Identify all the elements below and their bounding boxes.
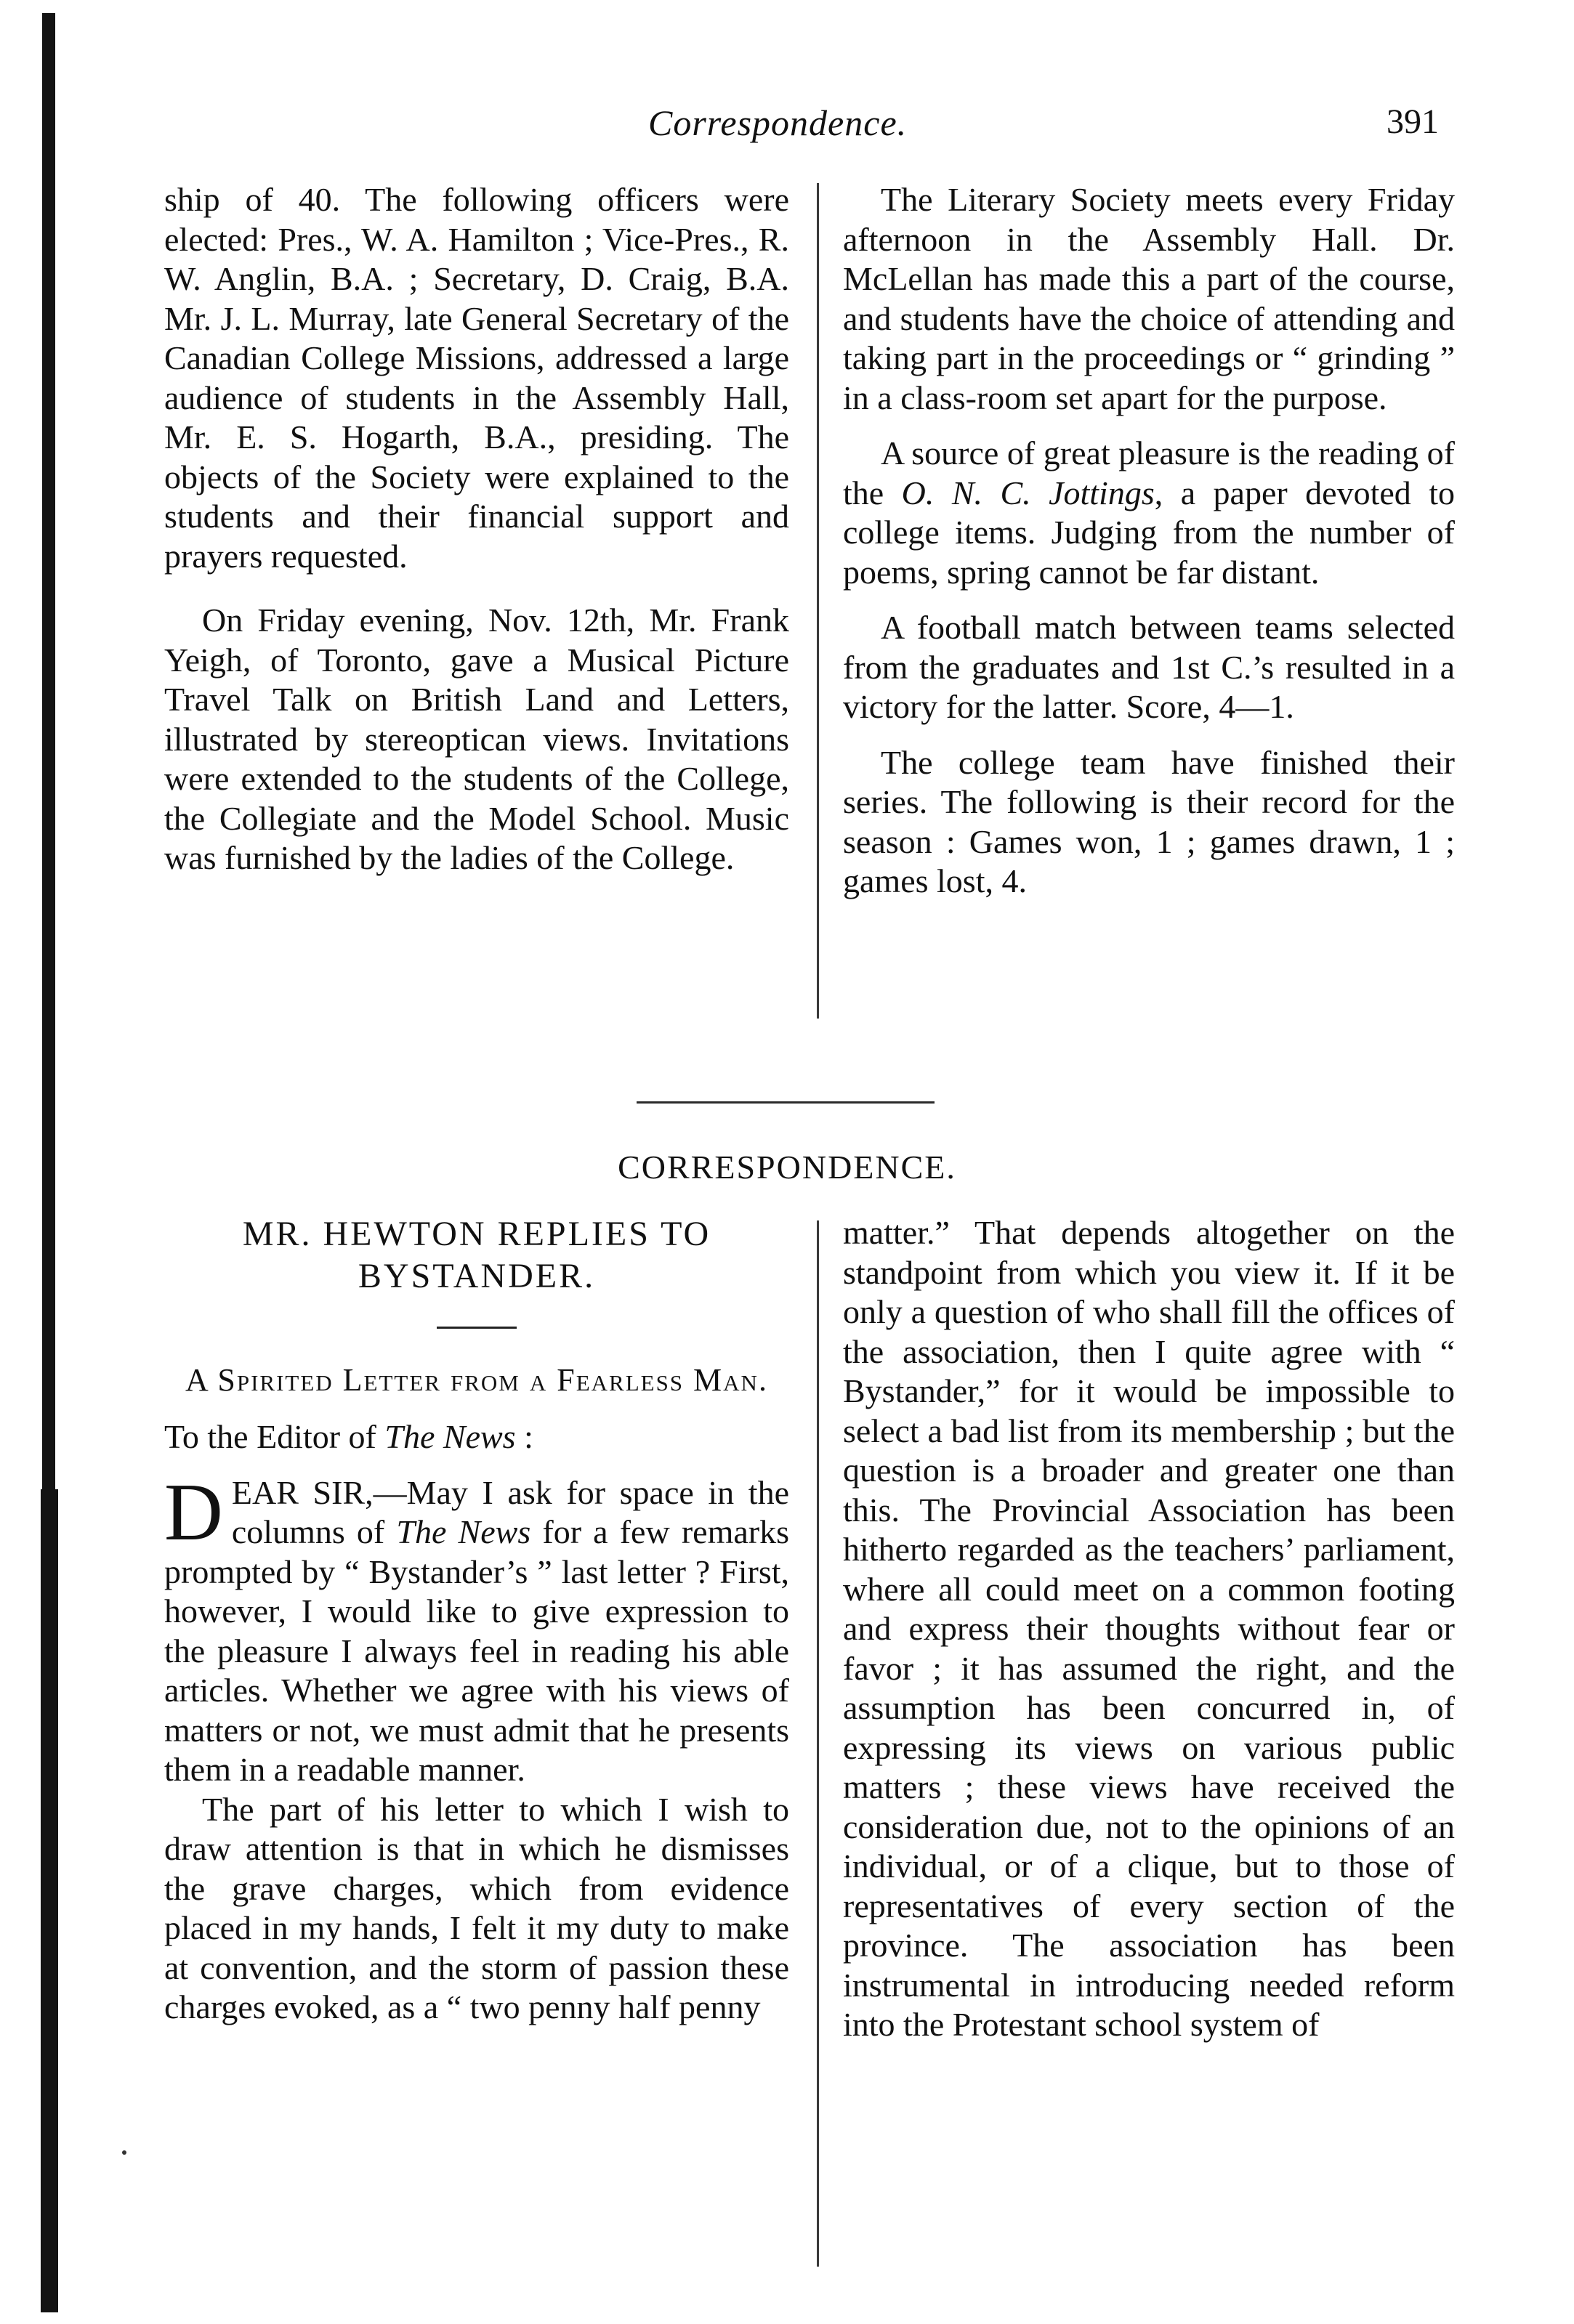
binding-edge-lower xyxy=(41,1489,58,2312)
paragraph: On Friday evening, Nov. 12th, Mr. Frank Yeigh, of Toronto, gave a Musical Picture Travel Talk on British Land and Letters, illustrated by stereoptican views. Invitations were extended to the students of the College, the Collegiate and the Model School. Music was furnished by the ladies of the College. xyxy=(164,602,789,876)
paragraph: The Literary Society meets every Friday afternoon in the Assembly Hall. Dr. McLellan has made this a part of the course, and students have the choice of attending and taking part in the proceedings or “ grinding ” in a class-room set apart for the purpose. xyxy=(843,181,1455,416)
page-number: 391 xyxy=(1387,102,1439,141)
paragraph: The part of his letter to which I wish to draw attention is that in which he dismisses the grave charges, which from evidence placed in my hands, I felt it my duty to make at convention, and the storm of passion these charges evoked, as a “ two penny half penny xyxy=(164,1790,789,2025)
text-run: To the Editor of xyxy=(164,1418,385,1455)
paragraph xyxy=(843,434,1455,592)
newspaper-name: The News xyxy=(384,1418,516,1455)
paragraph xyxy=(164,1467,789,1790)
column-divider xyxy=(817,1220,819,2267)
paragraph: A football match between teams selected from the graduates and 1st C.’s resulted in a victory for the latter. Score, 4—1. xyxy=(843,609,1455,725)
paragraph: The college team have finished their series. The following is their record for the season : Games won, 1 ; games drawn, 1 ; games lost, 4. xyxy=(843,743,1455,899)
drop-cap: D xyxy=(164,1467,223,1558)
paragraph: ship of 40. The following officers were elected: Pres., W. A. Hamilton ; Vice-Pres., R. W. Anglin, B.A. ; Secretary, D. Craig, B.A. Mr. J. L. Murray, late General Secretary of the Canadian College Missions, addressed a large audience of students in the Assembly Hall, Mr. E. S. Hogarth, B.A., presiding. The objects of the Society were explained to the students and their financial support and prayers requested. xyxy=(164,181,789,575)
article-title: MR. HEWTON REPLIES TO BYSTANDER. xyxy=(242,1215,711,1295)
paragraph: matter.” That depends altogether on the standpoint from which you view it. If it be only a question of who shall fill the offices of the association, then I quite agree with “ Bystander,” for it would be impossible to select a bad list from its membership ; but the question is a broader and greater one than this. The Provincial Association has been hitherto regarded as the teachers’ parliament, where all could meet on a common footing and express their thoughts without fear or favor ; it has assumed the right, and the assumption has been concurred in, of expressing its views on various public matters ; these views have received the consideration due, not to the opinions of an individual, or of a clique, but to those of representatives of every section of the province. The association has been instrumental in introducing needed reform into the Protestant school system of xyxy=(843,1214,1455,2043)
article-subtitle: A Spirited Letter from a Fearless Man. xyxy=(185,1362,768,1398)
section-rule xyxy=(637,1101,935,1104)
text-run: : xyxy=(515,1418,533,1455)
column-divider xyxy=(817,183,819,1019)
article-left-column xyxy=(164,1213,789,2028)
article-right-column xyxy=(843,1213,1455,2045)
title-rule xyxy=(437,1327,517,1329)
newspaper-name: The News xyxy=(396,1513,531,1550)
paper-title: O. N. C. Jottings xyxy=(901,474,1155,511)
text-run: EAR SIR,—May I ask for space in the columns of xyxy=(231,1473,789,1550)
text-run: for a few remarks prompted by “ Bystander’s ” last letter ? First, however, I would like to give expression to the pleasure I always feel in reading his able articles. Whether we agree with his views of matters or not, we must admit that he presents them in a readable manner. xyxy=(164,1513,789,1788)
text-run: A source of great pleasure is the reading of the xyxy=(843,434,1455,511)
top-right-column xyxy=(843,180,1455,902)
top-left-column xyxy=(164,180,789,878)
salutation xyxy=(164,1417,789,1457)
running-head-title: Correspondence. xyxy=(648,102,908,143)
text-run: , a paper devoted to college items. Judging from the number of poems, spring cannot be far distant. xyxy=(843,474,1456,591)
running-head xyxy=(0,102,1574,160)
section-heading: CORRESPONDENCE. xyxy=(618,1149,956,1186)
margin-mark xyxy=(122,2150,126,2155)
